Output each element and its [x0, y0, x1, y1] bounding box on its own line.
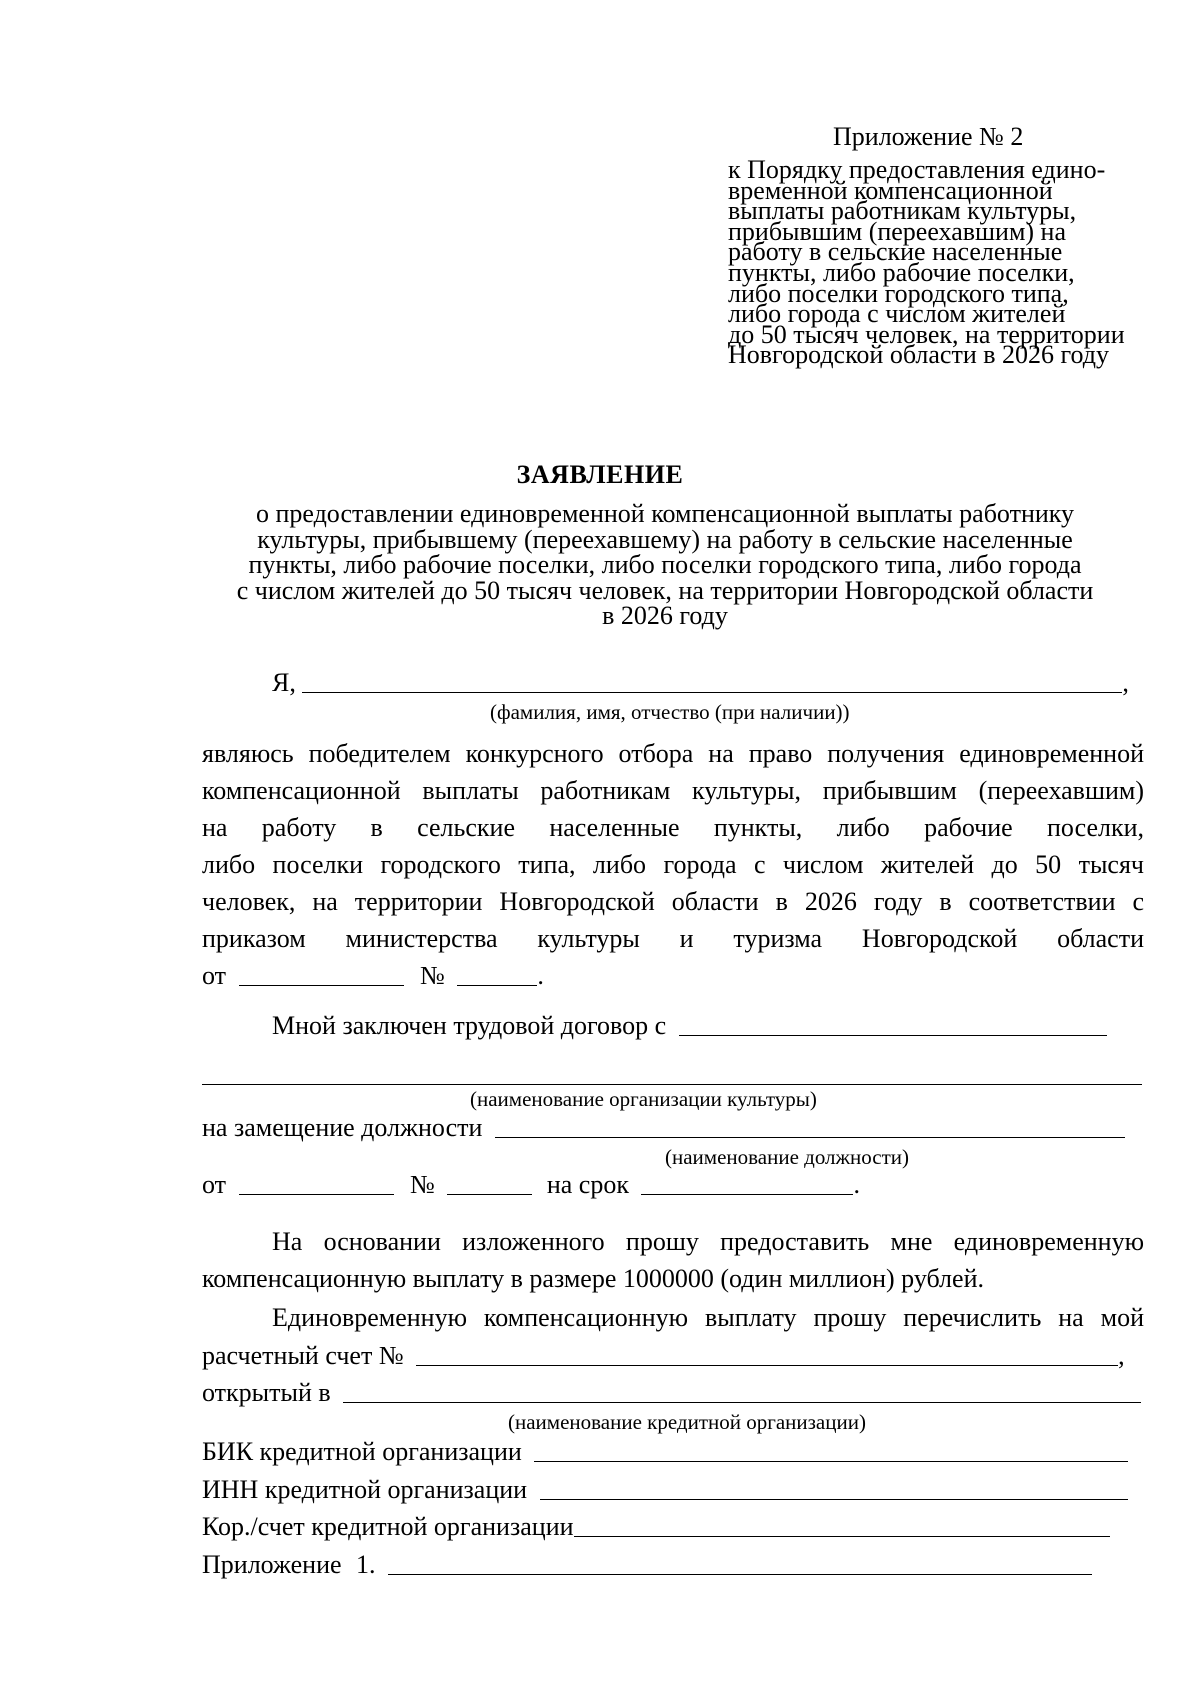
- annex-subtitle: [728, 155, 1138, 370]
- order-end: .: [537, 961, 544, 990]
- subtitle-line: с числом жителей до 50 тысяч человек, на территории Новгородской области: [236, 575, 1094, 605]
- contract-date-row: [202, 1168, 1144, 1202]
- applicant-row: [202, 666, 1144, 700]
- annex-line: к Порядку предоставления едино-: [728, 155, 1106, 184]
- annex-line: временной компенсационной: [728, 175, 1053, 205]
- org-caption: (наименование организации культуры): [470, 1087, 817, 1111]
- annex-line: работу в сельские населенные: [728, 237, 1063, 267]
- contract-number-field[interactable]: [447, 1193, 532, 1195]
- attachment-num: 1.: [356, 1550, 376, 1579]
- inn-label: ИНН кредитной организации: [202, 1475, 528, 1504]
- annex-line: прибывшим (переехавшим) на: [728, 216, 1067, 246]
- contract-no-label: №: [410, 1170, 435, 1199]
- opened-label: открытый в: [202, 1378, 331, 1407]
- applicant-caption: (фамилия, имя, отчество (при наличии)): [490, 700, 850, 724]
- document-title: ЗАЯВЛЕНИЕ: [516, 460, 684, 489]
- bik-field[interactable]: [534, 1460, 1128, 1462]
- account-row: [202, 1339, 1144, 1373]
- order-number-field[interactable]: [457, 984, 537, 986]
- annex-line: до 50 тысяч человек, на территории: [728, 319, 1125, 349]
- account-field[interactable]: [416, 1364, 1118, 1366]
- body-line: компенсационной выплаты работникам культуры, прибывшим (переехавшим): [202, 776, 1144, 805]
- bank-name-field[interactable]: [343, 1401, 1141, 1403]
- bank-caption: (наименование кредитной организации): [508, 1410, 866, 1434]
- order-no-label: №: [420, 961, 445, 990]
- corr-row: [202, 1510, 1144, 1544]
- annex-line: либо города с числом жителей: [728, 299, 1066, 329]
- inn-field[interactable]: [540, 1498, 1128, 1500]
- contract-date-field[interactable]: [239, 1193, 394, 1195]
- attachment-field[interactable]: [388, 1573, 1092, 1575]
- subtitle-line: в 2026 году: [602, 601, 728, 630]
- body-line: на работу в сельские населенные пункты, либо рабочие поселки,: [202, 813, 1144, 842]
- applicant-suffix: ,: [1122, 668, 1129, 697]
- annex-line: выплаты работникам культуры,: [728, 196, 1077, 226]
- subtitle-line: пункты, либо рабочие поселки, либо поселки городского типа, либо города: [248, 550, 1082, 579]
- contract-row: [202, 1009, 1144, 1043]
- contract-from-label: от: [202, 1170, 227, 1199]
- corr-label: Кор./счет кредитной организации: [202, 1512, 574, 1541]
- position-label: на замещение должности: [202, 1113, 483, 1142]
- applicant-prefix: Я,: [272, 668, 296, 697]
- attachment-label: Приложение: [202, 1550, 342, 1579]
- order-date-field[interactable]: [239, 984, 404, 986]
- position-row: [202, 1111, 1144, 1145]
- corr-field[interactable]: [574, 1535, 1110, 1537]
- body-line: приказом министерства культуры и туризма Новгородской области: [202, 924, 1144, 953]
- contract-term-label: на срок: [546, 1170, 629, 1199]
- request-line: На основании изложенного прошу предоставить мне единовременную: [272, 1227, 1144, 1256]
- subtitle-line: о предоставлении единовременной компенсационной выплаты работнику: [255, 499, 1075, 528]
- contract-term-field[interactable]: [641, 1193, 853, 1195]
- contract-org-field-continued[interactable]: [202, 1084, 1142, 1085]
- contract-org-field[interactable]: [679, 1034, 1107, 1036]
- annex-line: пункты, либо рабочие поселки,: [728, 257, 1075, 287]
- account-end: ,: [1118, 1341, 1125, 1370]
- opened-row: [202, 1376, 1144, 1410]
- account-label: расчетный счет №: [202, 1341, 404, 1370]
- document-subtitle: [180, 501, 1150, 629]
- order-from-label: от: [202, 961, 227, 990]
- annex-line: Новгородской области в 2026 году: [728, 340, 1109, 370]
- body-line: либо поселки городского типа, либо города с числом жителей до 50 тысяч: [202, 850, 1144, 879]
- body-line: человек, на территории Новгородской области в 2026 году в соответствии с: [202, 887, 1144, 916]
- request-line: компенсационную выплату в размере 1000000 (один миллион) рублей.: [202, 1264, 984, 1293]
- contract-intro: Мной заключен трудовой договор с: [272, 1011, 667, 1040]
- body-line: являюсь победителем конкурсного отбора на право получения единовременной: [202, 739, 1144, 768]
- position-field[interactable]: [495, 1136, 1125, 1138]
- order-row: [202, 959, 1144, 993]
- annex-title: Приложение № 2: [833, 122, 1024, 151]
- annex-line: либо поселки городского типа,: [728, 278, 1069, 308]
- bank-intro: Единовременную компенсационную выплату прошу перечислить на мой: [272, 1303, 1144, 1332]
- position-caption: (наименование должности): [665, 1145, 910, 1169]
- contract-end: .: [853, 1170, 860, 1199]
- attachment-row: [202, 1548, 1144, 1582]
- inn-row: [202, 1473, 1144, 1507]
- bik-label: БИК кредитной организации: [202, 1437, 522, 1466]
- bik-row: [202, 1435, 1144, 1469]
- subtitle-line: культуры, прибывшему (переехавшему) на работу в сельские населенные: [257, 524, 1073, 554]
- applicant-name-field[interactable]: [302, 691, 1122, 693]
